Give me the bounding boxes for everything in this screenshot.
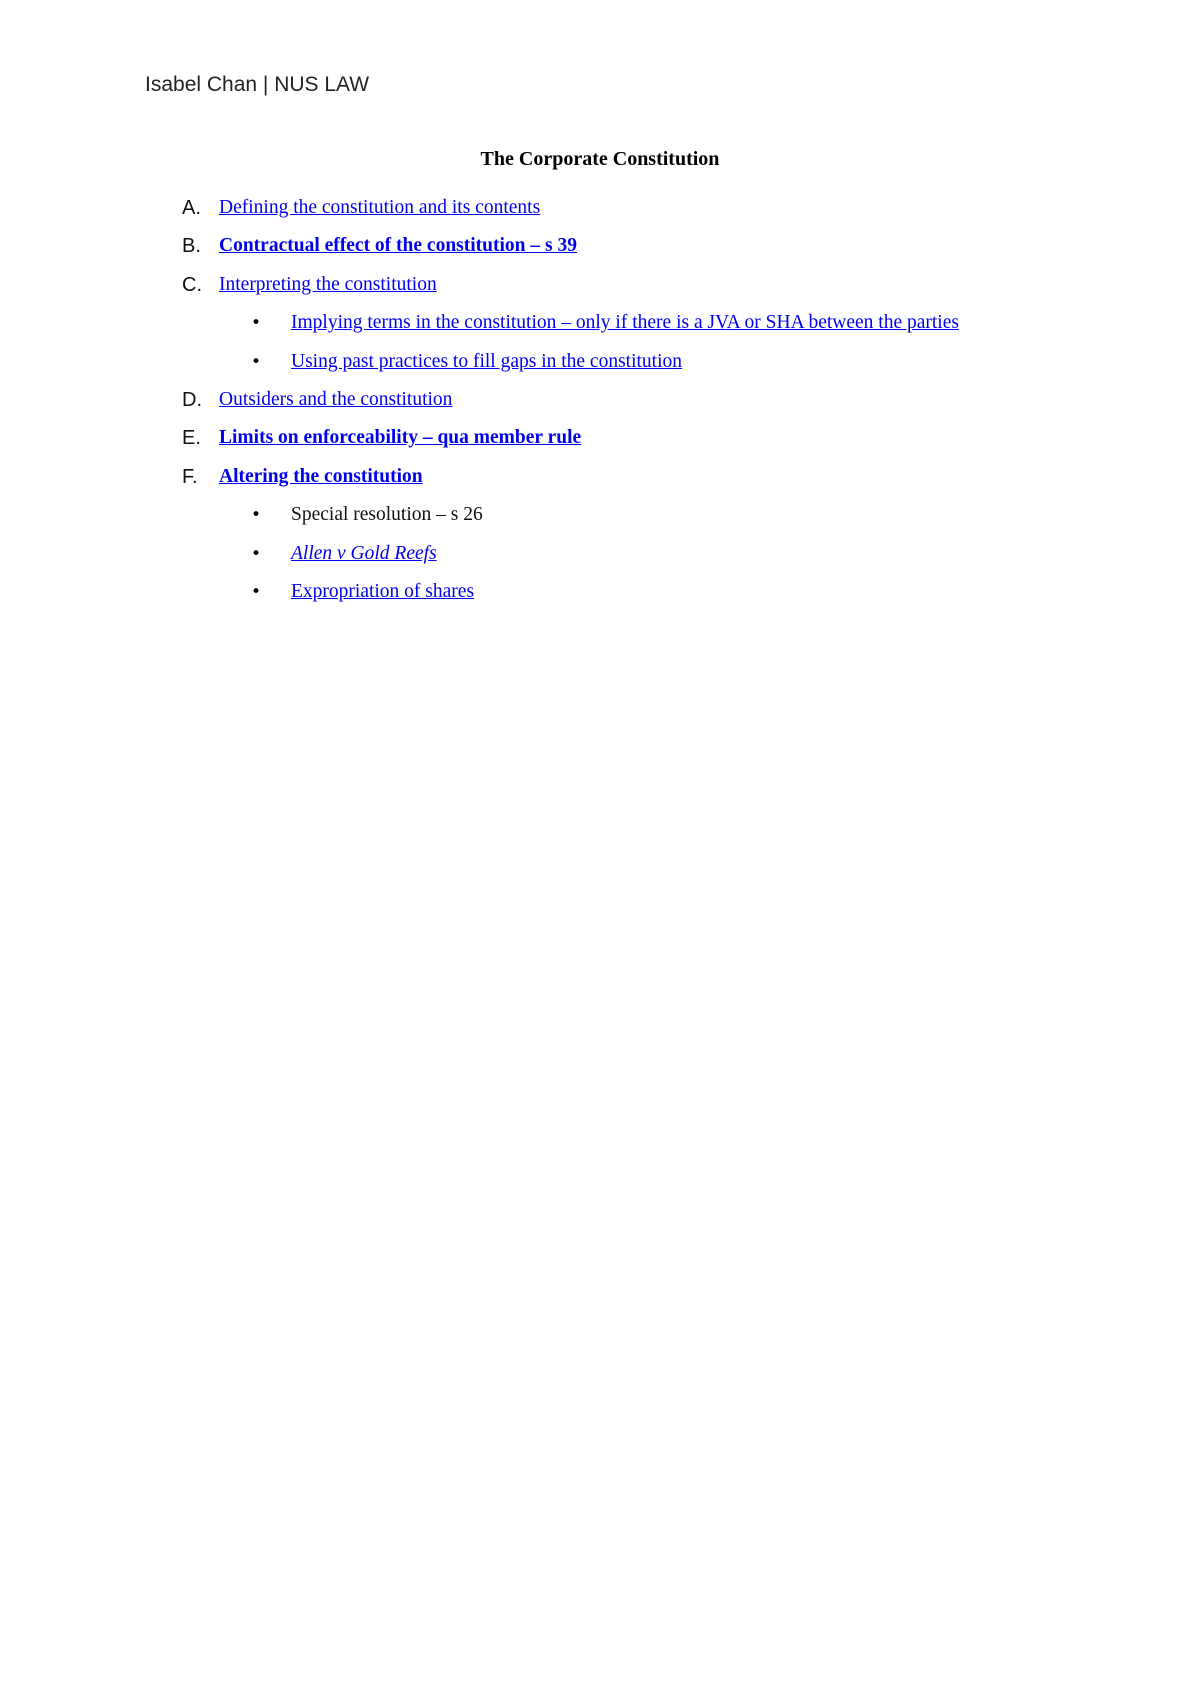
toc-marker: E.: [182, 427, 201, 449]
bullet-icon: •: [251, 582, 262, 602]
bullet-icon: •: [251, 505, 262, 525]
bullet-icon: •: [251, 352, 262, 372]
toc-link-defining-constitution[interactable]: Defining the constitution and its contents: [219, 197, 541, 218]
toc-link-altering-constitution[interactable]: Altering the constitution: [219, 466, 423, 487]
toc-marker: A.: [182, 197, 201, 219]
bullet-icon: •: [251, 313, 262, 333]
toc-link-past-practices[interactable]: Using past practices to fill gaps in the constitution: [291, 351, 683, 372]
toc-marker: B.: [182, 235, 201, 257]
toc-marker: D.: [182, 389, 202, 411]
toc-link-implying-terms[interactable]: Implying terms in the constitution – only if there is a JVA or SHA between the parties: [291, 312, 959, 333]
toc-text-special-resolution: Special resolution – s 26: [291, 504, 483, 525]
toc-link-interpreting-constitution[interactable]: Interpreting the constitution: [219, 274, 437, 295]
document-title: The Corporate Constitution: [480, 148, 720, 170]
toc-marker: F.: [182, 466, 198, 488]
toc-link-contractual-effect[interactable]: Contractual effect of the constitution – s 39: [219, 235, 577, 256]
toc-link-outsiders[interactable]: Outsiders and the constitution: [219, 389, 453, 410]
toc-link-allen-v-gold-reefs[interactable]: Allen v Gold Reefs: [291, 543, 437, 564]
toc-marker: C.: [182, 274, 202, 296]
bullet-icon: •: [251, 544, 262, 564]
toc-link-limits-enforceability[interactable]: Limits on enforceability – qua member rule: [219, 427, 582, 448]
author-header: Isabel Chan | NUS LAW: [145, 73, 370, 96]
toc-link-expropriation[interactable]: Expropriation of shares: [291, 581, 475, 602]
